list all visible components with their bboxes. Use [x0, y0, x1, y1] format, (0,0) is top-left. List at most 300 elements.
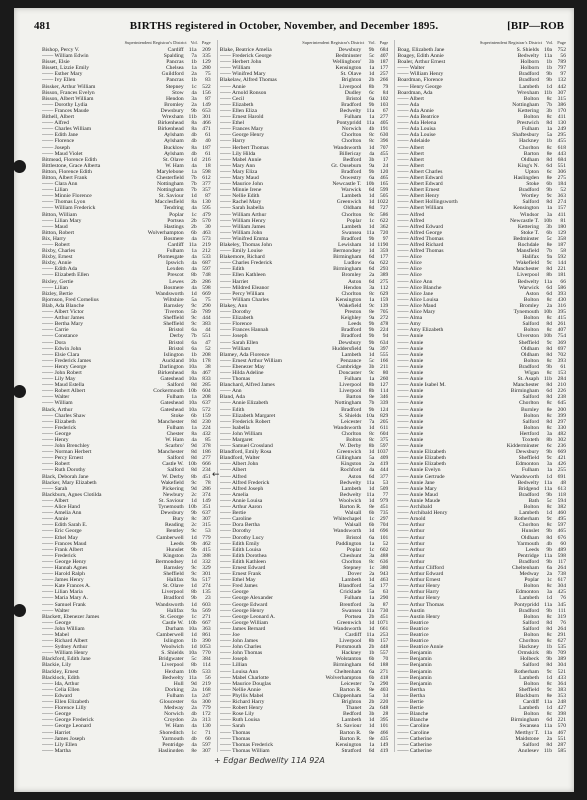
entry-name: —— Arthur: [397, 546, 425, 553]
entry-district: Dewsbury: [160, 107, 184, 114]
entry-name: —— William Henry: [42, 650, 88, 657]
entry-district: Lambeth: [341, 223, 362, 230]
entry-district: Haslingden: [513, 174, 540, 181]
entry-page: 18: [205, 162, 211, 169]
entry-district: Keighley: [340, 315, 362, 322]
entry-name: —— Edward: [42, 692, 72, 699]
entry-volume: 8e: [369, 504, 375, 511]
entry-district: Mansfield: [516, 248, 540, 255]
entry-volume: 9b: [546, 656, 553, 663]
entry-page: 302: [557, 437, 567, 443]
entry-district: Stow: [172, 89, 184, 96]
entry-name: —— Adelaide: [397, 138, 430, 145]
entry-name: —— Annie Evelyn: [397, 467, 441, 474]
entry-name: —— Albert: [397, 144, 424, 151]
entry-volume: 4b: [191, 711, 197, 718]
entry-volume: 8c: [546, 583, 553, 590]
entry-district: W. Derby: [339, 443, 362, 450]
entry-page: 627: [557, 638, 567, 645]
entry-page: 221: [557, 266, 567, 273]
entry-page: 114: [380, 388, 389, 395]
entry-district: Kettering: [517, 223, 540, 230]
entry-district: W. Derby: [162, 473, 184, 480]
entry-volume: 1a: [546, 205, 553, 212]
entry-volume: 6a: [369, 668, 375, 675]
entry-district: Bradford: [518, 71, 540, 78]
entry-volume: 8b: [368, 638, 375, 645]
entry-page: 598: [202, 284, 211, 291]
entry-volume: 6b: [368, 656, 375, 663]
entry-district: Wandsworth: [155, 601, 184, 608]
entry-page: 332: [202, 558, 211, 565]
entry-volume: 10b: [543, 217, 553, 224]
entry-district: Norwich: [341, 126, 362, 133]
entry-district: Gateshead: [160, 406, 184, 413]
entry-volume: 8c: [546, 412, 553, 419]
entry-name: Boardman, Ada: [397, 89, 433, 96]
entry-name: —— Maurice Douglas: [219, 680, 271, 687]
entry-name: Bisset, Elsie: [42, 59, 70, 66]
entry-district: Stoke: [526, 181, 540, 188]
entry-volume: 4a: [369, 467, 375, 474]
entry-name: —— Lilian Maria: [42, 589, 83, 596]
entry-name: —— Robert: [42, 461, 70, 468]
entry-name: Bithell, Albert: [42, 114, 75, 121]
entry-district: Bolton: [523, 114, 540, 121]
entry-district: St. George: [159, 613, 184, 620]
margin-arrow-mark: ←: [212, 470, 220, 480]
entry-name: —— John Brenchley: [42, 443, 90, 450]
entry-name: —— Arthur: [397, 534, 425, 541]
entry-district: Poplar: [524, 577, 540, 584]
entry-volume: 2a: [191, 101, 197, 108]
entry-name: —— Dorothy Lucy: [219, 534, 264, 541]
entry-district: Woolwich: [160, 644, 184, 651]
entry-volume: 7a: [369, 680, 375, 687]
entry-district: Wakefield: [338, 302, 362, 309]
entry-volume: 9c: [546, 516, 553, 523]
entry-district: Hackney: [519, 644, 540, 651]
entry-volume: 8b: [546, 272, 553, 279]
entry-volume: 2a: [191, 71, 197, 78]
entry-district: Edmonton: [515, 461, 540, 468]
column-header-label: Superintendent Registrar's District: [479, 40, 542, 45]
entry-page: 76: [560, 619, 567, 626]
entry-name: —— Rose Lily: [219, 711, 255, 718]
entry-name: Bishop, Percy V.: [42, 47, 80, 53]
entry-volume: 1d: [191, 497, 197, 504]
entry-volume: 1c: [369, 564, 375, 571]
entry-name: Blandford, Walter: [219, 455, 260, 462]
entry-volume: 8c: [546, 327, 553, 334]
entry-name: —— Dora: [42, 339, 66, 346]
entry-volume: 8d: [546, 619, 553, 626]
entry-page: 704: [379, 522, 389, 529]
entry-district: Walsall: [344, 510, 362, 517]
entry-page: 618: [557, 144, 567, 151]
entry-name: —— Alfred Joseph: [219, 485, 264, 492]
entry-name: —— Henry George: [397, 83, 442, 90]
entry-district: Leeds: [170, 540, 184, 547]
entry-district: Lambeth: [341, 193, 362, 200]
register-column: [217, 40, 389, 752]
entry-volume: 9b: [546, 607, 553, 614]
entry-district: Aylsham: [163, 150, 184, 157]
entry-volume: 9b: [191, 595, 197, 602]
entry-name: Bisson, Frances Evelyn: [42, 89, 95, 96]
entry-district: Islington: [163, 351, 184, 358]
entry-district: Bolton: [523, 357, 540, 364]
entry-volume: 8e: [369, 735, 375, 742]
entry-page: 274: [557, 199, 567, 206]
entry-volume: 5a: [369, 589, 375, 596]
entry-page: 61: [205, 150, 211, 157]
entry-district: Hunslet: [521, 528, 540, 535]
entry-volume: 8b: [368, 382, 375, 389]
entry-page: 599: [379, 187, 389, 194]
entry-page: 101: [379, 534, 389, 541]
entry-district: Chorlton: [341, 138, 362, 145]
entry-district: Lewes: [169, 278, 184, 285]
entry-district: Newcastle T.: [510, 217, 540, 224]
entry-page: 789: [202, 309, 211, 316]
entry-name: Boag, Elizabeth Jane: [397, 47, 445, 53]
entry-district: Kingston: [163, 552, 184, 559]
entry-volume: 8b: [191, 662, 197, 669]
entry-name: —— John William: [219, 430, 263, 437]
entry-name: —— Arthur Henry: [397, 595, 440, 602]
entry-district: Wakefield: [160, 479, 184, 486]
entry-volume: 6d: [368, 254, 375, 261]
entry-volume: 8c: [369, 430, 375, 437]
entry-volume: 6c: [546, 168, 553, 175]
entry-page: 364: [557, 680, 567, 687]
entry-volume: 3a: [369, 552, 375, 559]
entry-volume: 4b: [191, 735, 197, 742]
entry-volume: 1d: [368, 199, 375, 206]
entry-page: 177: [379, 583, 389, 590]
entry-name: —— Sarah: [42, 485, 68, 492]
entry-volume: 8c: [546, 357, 553, 364]
entry-district: Cardiff: [167, 47, 184, 53]
entry-district: Barnsley: [163, 564, 184, 571]
entry-volume: 9c: [546, 455, 553, 462]
entry-name: —— Catherine: [397, 735, 432, 742]
entry-page: 517: [202, 577, 211, 584]
entry-name: —— Maud: [42, 223, 68, 230]
entry-page: 297: [379, 516, 389, 523]
entry-district: Swansea: [341, 607, 362, 614]
entry-page: 205: [379, 418, 389, 425]
entry-district: Sheffield: [518, 339, 540, 346]
entry-district: Bedwelty: [517, 479, 540, 486]
entry-page: 224: [379, 327, 389, 334]
entry-name: —— James Joseph: [42, 735, 85, 742]
entry-page: 597: [379, 443, 389, 450]
entry-page: 178: [202, 357, 211, 364]
entry-name: —— Robert Henry: [219, 705, 263, 712]
entry-page: 432: [202, 430, 211, 437]
entry-page: 403: [379, 686, 389, 693]
entry-page: 87: [205, 95, 211, 102]
entry-page: 405: [379, 120, 389, 127]
entry-volume: 11a: [366, 607, 375, 614]
entry-district: Bedwelty: [517, 53, 540, 60]
entry-name: Bixley, Gertie: [42, 278, 74, 285]
entry-page: 48: [560, 479, 567, 486]
entry-district: Cardiff: [522, 699, 540, 706]
entry-name: —— Nellie Annie: [219, 686, 261, 693]
entry-page: 315: [202, 522, 211, 529]
entry-district: Cricklade: [339, 589, 362, 596]
entry-name: —— Edith Ada: [42, 266, 78, 273]
entry-page: 687: [202, 260, 211, 267]
entry-volume: 11a: [544, 278, 553, 285]
entry-volume: 8d: [546, 156, 553, 163]
entry-district: Salford: [522, 662, 540, 669]
entry-district: Guildford: [161, 71, 184, 78]
entry-page: 570: [557, 723, 567, 730]
entry-name: —— William: [219, 345, 251, 352]
column-header-label: Page: [201, 40, 211, 45]
entry-name: —— Frederick: [42, 424, 77, 431]
entry-page: 396: [379, 138, 389, 145]
entry-volume: 6d: [546, 290, 553, 297]
entry-volume: 9a: [191, 577, 197, 584]
entry-page: 384: [202, 656, 211, 663]
entry-name: —— Alice Ann: [397, 278, 433, 285]
entry-name: —— Clara Ann: [42, 181, 78, 188]
entry-page: 87: [205, 193, 211, 200]
entry-district: Wolstanton: [336, 656, 362, 663]
entry-volume: 8d: [546, 418, 553, 425]
entry-district: Chorlton: [341, 290, 362, 297]
column-header-label: Superintendent Registrar's District: [302, 40, 365, 45]
column-header-label: Vol.: [545, 40, 554, 45]
entry-district: Stepney: [343, 564, 362, 571]
entry-name: —— Alfred Richard: [397, 242, 444, 248]
entry-volume: 8d: [546, 662, 553, 669]
entry-name: —— Herbert John: [219, 59, 262, 66]
entry-name: —— Edith Kathleen: [219, 558, 266, 565]
entry-page: 463: [202, 229, 211, 236]
entry-district: Shoreditch: [159, 729, 184, 736]
entry-district: Warwick: [341, 187, 362, 194]
entry-name: Blackie, Lily: [42, 662, 72, 669]
entry-name: —— Albert Victor: [42, 309, 84, 316]
entry-volume: 8c: [546, 424, 553, 431]
entry-volume: 1b: [191, 351, 197, 358]
entry-district: Liverpool: [516, 272, 540, 279]
entry-page: 637: [202, 400, 211, 407]
entry-district: Tynemouth: [513, 309, 540, 316]
entry-page: 159: [202, 412, 211, 419]
entry-page: 397: [379, 345, 389, 352]
entry-volume: 8d: [546, 382, 553, 389]
entry-name: —— Joseph: [219, 656, 248, 663]
entry-page: 129: [557, 229, 567, 236]
entry-volume: 9b: [191, 540, 197, 547]
entry-volume: 1a: [369, 376, 375, 383]
entry-page: 220: [379, 699, 389, 706]
entry-volume: 4a: [191, 89, 197, 96]
entry-volume: 8b: [368, 443, 375, 450]
entry-volume: 8b: [546, 650, 553, 657]
entry-district: Bermondsey: [333, 248, 362, 255]
entry-page: 586: [557, 284, 567, 291]
entry-volume: 1a: [369, 296, 375, 303]
entry-page: 277: [202, 455, 211, 462]
entry-name: —— Bertha: [397, 692, 425, 699]
entry-district: Barnsley: [163, 302, 184, 309]
entry-volume: 9a: [191, 607, 197, 614]
entry-volume: 9c: [546, 193, 553, 200]
entry-volume: 1d: [546, 473, 553, 480]
entry-volume: 3a: [369, 601, 375, 608]
entry-volume: 8a: [191, 126, 197, 133]
entry-name: —— Walter: [42, 607, 70, 614]
entry-district: Rochdale: [517, 242, 540, 248]
entry-volume: 3b: [368, 363, 375, 370]
entry-name: —— Albert: [397, 156, 424, 163]
entry-page: 390: [202, 638, 211, 645]
entry-district: Yarmouth: [516, 540, 540, 547]
entry-name: —— Carrie: [42, 327, 69, 334]
entry-name: —— George Leonard: [42, 723, 91, 730]
entry-page: 353: [557, 692, 567, 699]
entry-page: 76: [560, 595, 567, 602]
entry-page: 488: [379, 552, 389, 559]
entry-name: —— Maud Estella: [42, 382, 85, 389]
entry-district: St. Olave: [162, 156, 184, 163]
entry-district: Kensington: [335, 296, 362, 303]
entry-district: St. Olave: [162, 583, 184, 590]
entry-page: 144: [557, 260, 567, 267]
entry-district: Wigan: [524, 369, 540, 376]
entry-name: —— Edith Dorothea: [219, 552, 267, 559]
entry-district: Salford: [522, 199, 540, 206]
entry-district: Bedminster: [335, 53, 362, 60]
entry-page: 264: [557, 564, 567, 571]
entry-page: 455: [557, 138, 567, 145]
entry-name: —— Ada Louise: [397, 132, 436, 139]
entry-page: 44: [205, 327, 211, 334]
entry-volume: 1d: [191, 156, 197, 163]
entry-page: 676: [557, 534, 567, 541]
entry-volume: 6b: [191, 229, 197, 236]
entry-district: Blackburn: [515, 692, 540, 699]
entry-district: Bradford: [341, 235, 362, 242]
entry-name: —— George: [42, 619, 71, 626]
entry-district: Bosmere: [163, 284, 184, 291]
entry-name: —— Mary Eliza: [219, 168, 258, 175]
entry-district: Bridgwater: [158, 656, 184, 663]
entry-name: —— Charles Shaw: [42, 412, 86, 419]
entry-name: —— Frederick: [42, 552, 77, 559]
entry-name: —— Caroline: [397, 729, 430, 736]
entry-page: 103: [379, 101, 389, 108]
entry-district: S. Shields: [161, 650, 184, 657]
entry-volume: 8c: [546, 522, 553, 529]
entry-district: Chorlton: [341, 558, 362, 565]
entry-page: 1190: [377, 242, 389, 248]
entry-district: Dudley: [344, 89, 362, 96]
entry-district: Dewsbury: [160, 510, 184, 517]
entry-name: —— Ellen Elizabeth: [42, 699, 89, 706]
entry-name: —— Richard Albert: [42, 638, 88, 645]
entry-district: Stoke T.: [520, 229, 540, 236]
entry-volume: 9b: [546, 528, 553, 535]
entry-page: 60: [205, 735, 211, 742]
entry-page: 572: [202, 406, 211, 413]
entry-volume: 1d: [368, 723, 375, 730]
entry-volume: 7a: [191, 53, 197, 60]
entry-district: Cheltenham: [334, 668, 362, 675]
entry-volume: 5c: [546, 497, 553, 504]
entry-volume: 8c: [546, 400, 553, 407]
entry-name: —— Annie: [42, 516, 68, 523]
entry-volume: 7b: [368, 400, 375, 407]
entry-district: Penzance: [340, 357, 362, 364]
entry-name: —— Florence: [42, 138, 75, 145]
entry-name: —— Alfred Frederick: [219, 479, 270, 486]
entry-page: 290: [379, 680, 389, 687]
entry-name: —— Annie: [397, 430, 424, 437]
entry-name: —— Celia Ellen: [42, 686, 80, 693]
entry-volume: 5c: [369, 357, 375, 364]
entry-page: 395: [379, 717, 389, 724]
entry-page: 462: [202, 540, 211, 547]
entry-district: Plomesgate: [157, 254, 184, 261]
entry-district: Chester: [166, 430, 184, 437]
entry-district: Lambeth: [341, 717, 362, 724]
entry-name: —— George: [219, 589, 249, 596]
entry-district: Aston: [525, 290, 540, 297]
entry-page: 570: [202, 217, 211, 224]
entry-district: Hunslet: [166, 546, 184, 553]
entry-name: —— Ernest Edward: [219, 564, 266, 571]
entry-page: 230: [202, 418, 211, 425]
entry-volume: 10b: [365, 181, 375, 188]
entry-district: Bolton: [523, 424, 540, 431]
entry-name: —— Frances Hannah: [219, 327, 269, 334]
entry-volume: 1d: [368, 144, 375, 151]
entry-page: 467: [557, 729, 567, 736]
entry-name: —— Annie: [397, 376, 424, 383]
entry-district: Bedminster: [513, 235, 540, 242]
entry-volume: 5a: [369, 455, 375, 462]
entry-name: —— Edwin John: [42, 345, 82, 352]
entry-district: Bradford: [518, 558, 540, 565]
entry-name: —— Mabel Charlotte: [219, 674, 269, 681]
entry-page: 130: [557, 120, 567, 127]
entry-volume: 1c: [369, 217, 375, 224]
entry-district: Oldham: [520, 351, 540, 358]
entry-district: Dover: [347, 571, 362, 578]
entry-district: Brentford: [339, 601, 362, 608]
entry-district: Bolton: [523, 583, 540, 590]
entry-volume: 8b: [368, 83, 375, 90]
entry-name: —— Beatrice: [397, 625, 429, 632]
entry-volume: 8e: [191, 747, 197, 752]
entry-name: —— Blanche: [397, 717, 429, 724]
entry-district: Fulham: [344, 114, 362, 121]
entry-district: Merthyr T.: [514, 729, 540, 736]
entry-page: 130: [202, 723, 211, 730]
entry-district: Gateshead: [160, 376, 184, 383]
entry-volume: 8c: [546, 296, 553, 303]
entry-page: 979: [379, 497, 389, 504]
